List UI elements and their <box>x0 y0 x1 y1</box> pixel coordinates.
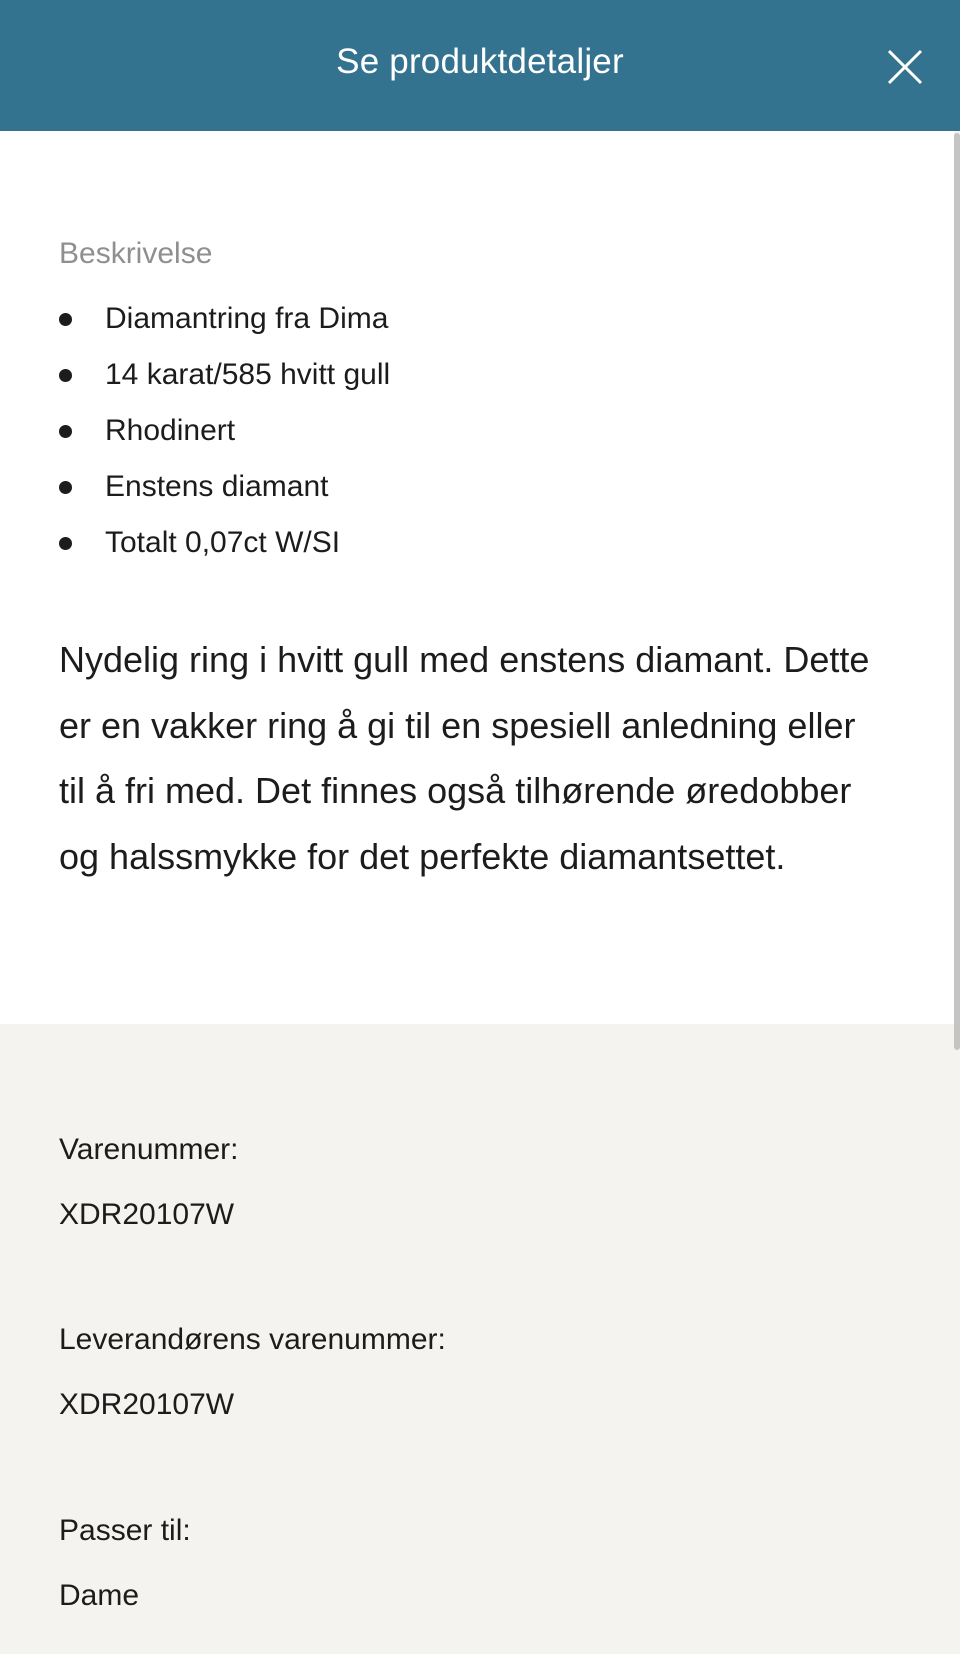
bullet-item <box>59 522 390 578</box>
item-number-value: XDR20107W <box>59 1198 235 1231</box>
bullet-text: Enstens diamant <box>105 470 329 503</box>
paragraph-line: og halssmykke for det perfekte diamantsettet. <box>59 835 786 877</box>
scrollbar-thumb[interactable] <box>954 133 960 1050</box>
supplier-number-label: Leverandørens varenummer: <box>59 1323 446 1356</box>
bullet-item <box>59 466 390 522</box>
bullet-dot-icon <box>59 537 72 550</box>
bullet-dot-icon <box>59 369 72 382</box>
bullet-dot-icon <box>59 481 72 494</box>
bullet-text: 14 karat/585 hvitt gull <box>105 358 391 391</box>
close-icon <box>880 42 930 92</box>
bullet-text: Rhodinert <box>105 414 236 447</box>
modal-header <box>0 0 960 131</box>
modal-title: Se produktdetaljer <box>336 42 624 81</box>
supplier-number-value: XDR20107W <box>59 1388 235 1421</box>
paragraph-line: til å fri med. Det finnes også tilhørende øredobber <box>59 770 852 811</box>
fits-value: Dame <box>59 1579 140 1612</box>
description-bullet-list <box>59 298 390 578</box>
bullet-item <box>59 354 390 410</box>
fits-label: Passer til: <box>59 1514 191 1547</box>
bullet-dot-icon <box>59 313 72 326</box>
description-heading: Beskrivelse <box>59 237 213 270</box>
item-number-label: Varenummer: <box>59 1133 239 1166</box>
bullet-dot-icon <box>59 425 72 438</box>
bullet-item <box>59 298 390 354</box>
paragraph-line: Nydelig ring i hvitt gull med enstens diamant. Dette <box>59 639 870 680</box>
close-button[interactable] <box>880 42 930 92</box>
description-paragraph <box>59 627 919 889</box>
paragraph-line: er en vakker ring å gi til en spesiell anledning eller <box>59 704 856 746</box>
bullet-item <box>59 410 390 466</box>
bullet-text: Diamantring fra Dima <box>105 302 389 335</box>
bullet-text: Totalt 0,07ct W/SI <box>105 526 341 559</box>
